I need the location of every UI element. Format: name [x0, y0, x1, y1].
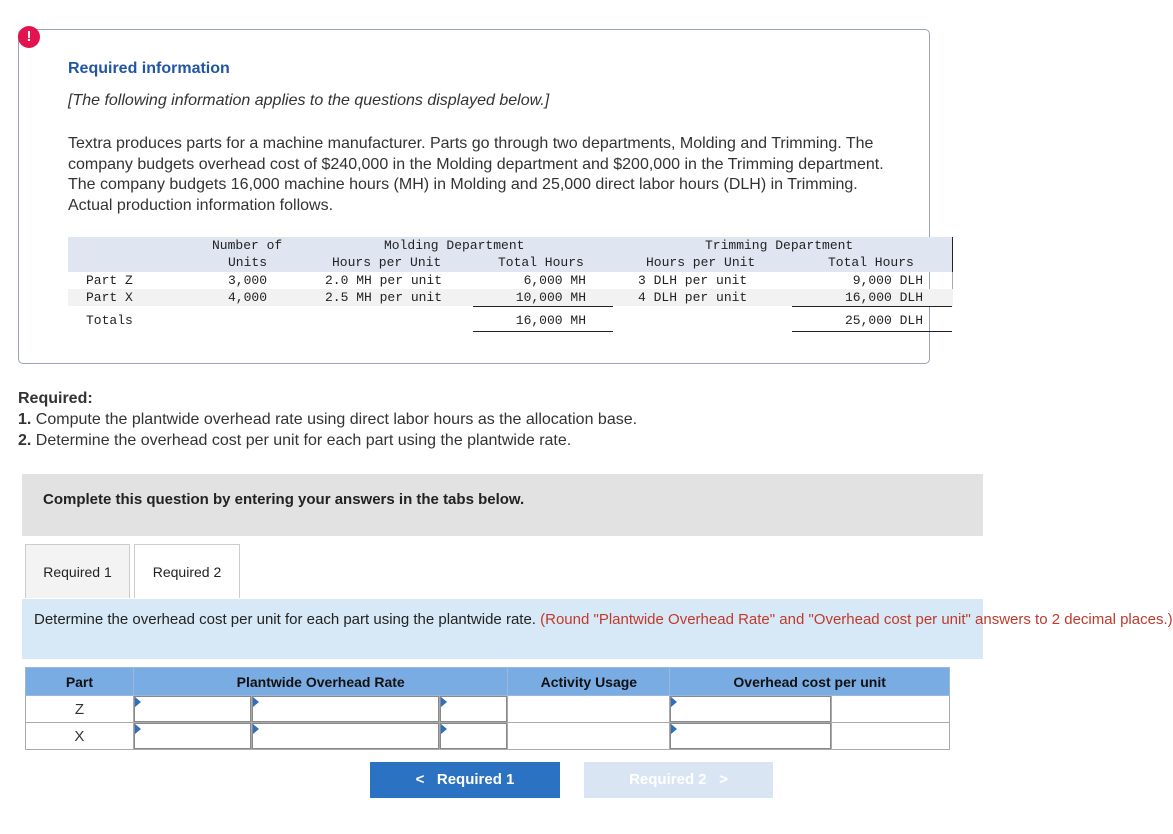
total-rule: [473, 331, 613, 332]
chevron-left-icon: <: [415, 771, 425, 788]
header-part: Part: [26, 668, 134, 696]
part-z-overhead-cost-input[interactable]: [670, 696, 832, 723]
part-z-rate-input[interactable]: [133, 696, 251, 723]
info-subtitle: [The following information applies to the questions displayed below.]: [68, 92, 550, 109]
header-plantwide-overhead-rate: Plantwide Overhead Rate: [133, 668, 508, 696]
header-trimming-department: Trimming Department: [705, 238, 854, 253]
required-item-1: Compute the plantwide overhead rate using direct labor hours as the allocation base.: [35, 411, 638, 428]
total-rule: [792, 331, 952, 332]
table-border: [952, 272, 953, 289]
part-z-label: Z: [26, 696, 134, 723]
header-activity-usage: Activity Usage: [508, 668, 670, 696]
part-x-activity-usage-input[interactable]: [439, 723, 508, 750]
header-trimming-hours-per-unit: Hours per Unit: [646, 255, 756, 270]
row-part-x-trimming-total: 16,000 DLH: [844, 290, 923, 305]
subtotal-rule: [473, 306, 613, 307]
subtotal-rule: [792, 306, 952, 307]
part-z-rate-unit-select[interactable]: [251, 696, 439, 723]
part-x-rate-input[interactable]: [133, 723, 251, 750]
previous-required-1-button[interactable]: [370, 762, 560, 798]
row-totals-molding: 16,000 MH: [515, 313, 586, 328]
part-x-label: X: [26, 723, 134, 750]
row-part-x-trimming-hpu: 4 DLH per unit: [638, 290, 748, 305]
part-x-rate-unit-select[interactable]: [251, 723, 439, 750]
alert-icon: !: [18, 26, 40, 48]
production-table-row-bg: [68, 289, 953, 306]
tab-required-2[interactable]: Required 2: [134, 544, 240, 598]
complete-question-bar: [22, 474, 983, 536]
next-button-label: Required 2: [629, 771, 707, 788]
header-molding-total-hours: Total Hours: [498, 255, 584, 270]
chevron-right-icon: >: [719, 771, 728, 788]
instruction-box: [22, 599, 1173, 659]
part-z-activity-usage-input[interactable]: [439, 696, 508, 723]
row-part-z-units: 3,000: [228, 273, 268, 288]
required-item-1-number: 1.: [18, 411, 32, 428]
tab-required-1[interactable]: Required 1: [25, 544, 130, 598]
previous-button-label: Required 1: [436, 771, 515, 788]
header-molding-hours-per-unit: Hours per Unit: [332, 255, 442, 270]
header-molding-department: Molding Department: [384, 238, 525, 253]
part-z-activity-unit[interactable]: [508, 696, 670, 723]
table-row: [26, 723, 950, 750]
required-item-2: Determine the overhead cost per unit for each part using the plantwide rate.: [35, 432, 572, 449]
rounding-note: (Round "Plantwide Overhead Rate" and "Overhead cost per unit" answers to 2 decimal places.): [540, 611, 1173, 628]
table-border: [952, 237, 953, 272]
row-part-z-label: Part Z: [86, 273, 133, 288]
row-totals-label: Totals: [86, 313, 133, 328]
answer-table: [25, 667, 950, 750]
row-part-x-molding-hpu: 2.5 MH per unit: [325, 290, 443, 305]
required-section: [18, 388, 637, 451]
header-units: Units: [228, 255, 268, 270]
row-part-x-molding-total: 10,000 MH: [515, 290, 586, 305]
header-number-of: Number of: [212, 238, 283, 253]
info-title: Required information: [68, 60, 230, 77]
row-part-z-trimming-total: 9,000 DLH: [852, 273, 923, 288]
next-required-2-button[interactable]: [584, 762, 773, 798]
info-paragraph: Textra produces parts for a machine manufacturer. Parts go through two departments, Molding and Trimming. The company budgets overhead cost of $240,000 in the Molding department and $200,000 in the Trimming department. The company budgets 16,000 machine hours (MH) in Molding and 25,000 direct labor hours (DLH) in Trimming. Actual production information follows.: [68, 135, 884, 214]
instruction-text: Determine the overhead cost per unit for each part using the plantwide rate.: [34, 611, 536, 628]
row-totals-trimming: 25,000 DLH: [844, 313, 923, 328]
row-part-x-units: 4,000: [228, 290, 268, 305]
required-heading: Required:: [18, 390, 93, 407]
row-part-x-label: Part X: [86, 290, 133, 305]
row-part-z-molding-total: 6,000 MH: [523, 273, 586, 288]
row-part-z-molding-hpu: 2.0 MH per unit: [325, 273, 443, 288]
header-trimming-total-hours: Total Hours: [828, 255, 914, 270]
table-row: [26, 696, 950, 723]
part-x-empty: [832, 723, 950, 750]
header-overhead-cost-per-unit: Overhead cost per unit: [670, 668, 950, 696]
complete-question-text: Complete this question by entering your answers in the tabs below.: [43, 491, 525, 508]
required-item-2-number: 2.: [18, 432, 32, 449]
row-part-z-trimming-hpu: 3 DLH per unit: [638, 273, 748, 288]
part-x-overhead-cost-input[interactable]: [670, 723, 832, 750]
part-x-activity-unit[interactable]: [508, 723, 670, 750]
part-z-empty: [832, 696, 950, 723]
